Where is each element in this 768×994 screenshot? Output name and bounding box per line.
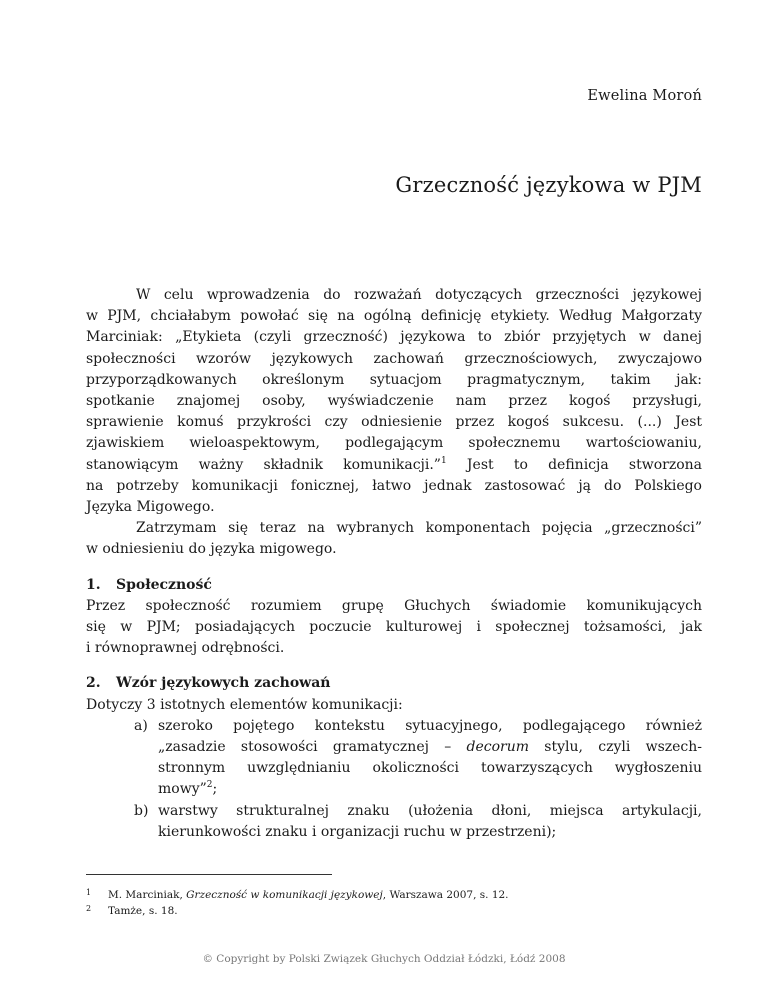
text-line: spotkanie znajomej osoby, wyświadczenie nam przez kogoś przysługi, <box>86 393 702 410</box>
footnotes <box>86 887 509 919</box>
text-line <box>86 455 702 476</box>
text-line: się w PJM; posiadających poczucie kulturowej i społecznej tożsamości, jak <box>86 619 702 636</box>
text-fragment: „zasadzie stosowości gramatycznej – <box>158 739 467 756</box>
second-paragraph <box>86 518 702 560</box>
article-body <box>86 285 702 843</box>
text-line: i równoprawnej odrębności. <box>86 640 285 657</box>
page-title: Grzeczność językowa w PJM <box>395 173 702 197</box>
text-fragment: ; <box>212 781 218 798</box>
footnote <box>86 903 509 919</box>
text-fragment: stanowiącym ważny składnik komunikacji.” <box>86 456 441 473</box>
list-marker: a) <box>134 717 148 734</box>
text-line: w odniesieniu do języka migowego. <box>86 541 337 558</box>
list-item <box>86 716 702 801</box>
section-title: Wzór językowych zachowań <box>116 675 331 692</box>
section-number: 1. <box>86 576 101 593</box>
section-title: Społeczność <box>116 576 212 593</box>
footnote-text: , Warszawa 2007, s. 12. <box>382 889 509 901</box>
text-line: warstwy strukturalnej znaku (ułożenia dłoni, miejsca artykulacji, <box>158 802 702 819</box>
copyright-notice: © Copyright by Polski Związek Głuchych Oddział Łódzki, Łódź 2008 <box>202 953 566 965</box>
footnote <box>86 887 509 903</box>
footnote-number: 1 <box>86 888 92 897</box>
intro-paragraph <box>86 285 702 518</box>
section-heading <box>86 673 702 694</box>
footnote-text: M. Marciniak, <box>108 889 187 901</box>
text-fragment: Jest to definicja stworzona <box>446 456 702 473</box>
footnote-divider <box>86 874 332 875</box>
section-heading <box>86 575 702 596</box>
text-line: stronnym uwzględnianiu okoliczności towarzyszących wygłoszeniu <box>158 760 702 777</box>
text-line: Dotyczy 3 istotnych elementów komunikacji: <box>86 696 403 713</box>
footnote-number: 2 <box>86 904 92 913</box>
text-line: w PJM, chciałabym powołać się na ogólną definicję etykiety. Według Małgorzaty <box>86 308 702 325</box>
list-marker: b) <box>134 802 149 819</box>
text-line <box>158 779 702 800</box>
text-line: szeroko pojętego kontekstu sytuacyjnego, podlegającego również <box>158 717 702 734</box>
text-line: kierunkowości znaku i organizacji ruchu w przestrzeni); <box>158 823 557 840</box>
section-1 <box>86 575 702 660</box>
text-line <box>158 737 702 758</box>
list-item <box>86 801 702 843</box>
text-fragment: mowy” <box>158 781 207 798</box>
section-number: 2. <box>86 675 101 692</box>
text-line: przyporządkowanych określonym sytuacjom pragmatycznym, takim jak: <box>86 371 702 388</box>
italic-term: decorum <box>466 739 530 756</box>
footnote-text: Tamże, s. 18. <box>108 905 178 917</box>
text-line: społeczności wzorów językowych zachowań grzecznościowych, zwyczajowo <box>86 350 702 367</box>
text-line: Przez społeczność rozumiem grupę Głuchych świadomie komunikujących <box>86 597 702 614</box>
footnote-title: Grzeczność w komunikacji językowej <box>186 889 383 901</box>
footnote-ref-2[interactable]: 2 <box>206 780 213 791</box>
text-line: Zatrzymam się teraz na wybranych komponentach pojęcia „grzeczności” <box>136 520 702 537</box>
text-line: Marciniak: „Etykieta (czyli grzeczność) językowa to zbiór przyjętych w danej <box>86 329 702 346</box>
footnote-ref-1[interactable]: 1 <box>440 455 447 466</box>
author-name: Ewelina Moroń <box>587 88 702 104</box>
text-line: zjawiskiem wieloaspektowym, podlegającym społecznemu wartościowaniu, <box>86 435 702 452</box>
text-line: Języka Migowego. <box>86 499 215 516</box>
text-fragment: stylu, czyli wszech- <box>529 739 702 756</box>
text-line: na potrzeby komunikacji fonicznej, łatwo jednak zastosować ją do Polskiego <box>86 477 702 494</box>
section-2 <box>86 673 702 843</box>
text-line: sprawienie komuś przykrości czy odniesienie przez kogoś sukcesu. (...) Jest <box>86 414 702 431</box>
text-line: W celu wprowadzenia do rozważań dotyczących grzeczności językowej <box>136 287 702 303</box>
